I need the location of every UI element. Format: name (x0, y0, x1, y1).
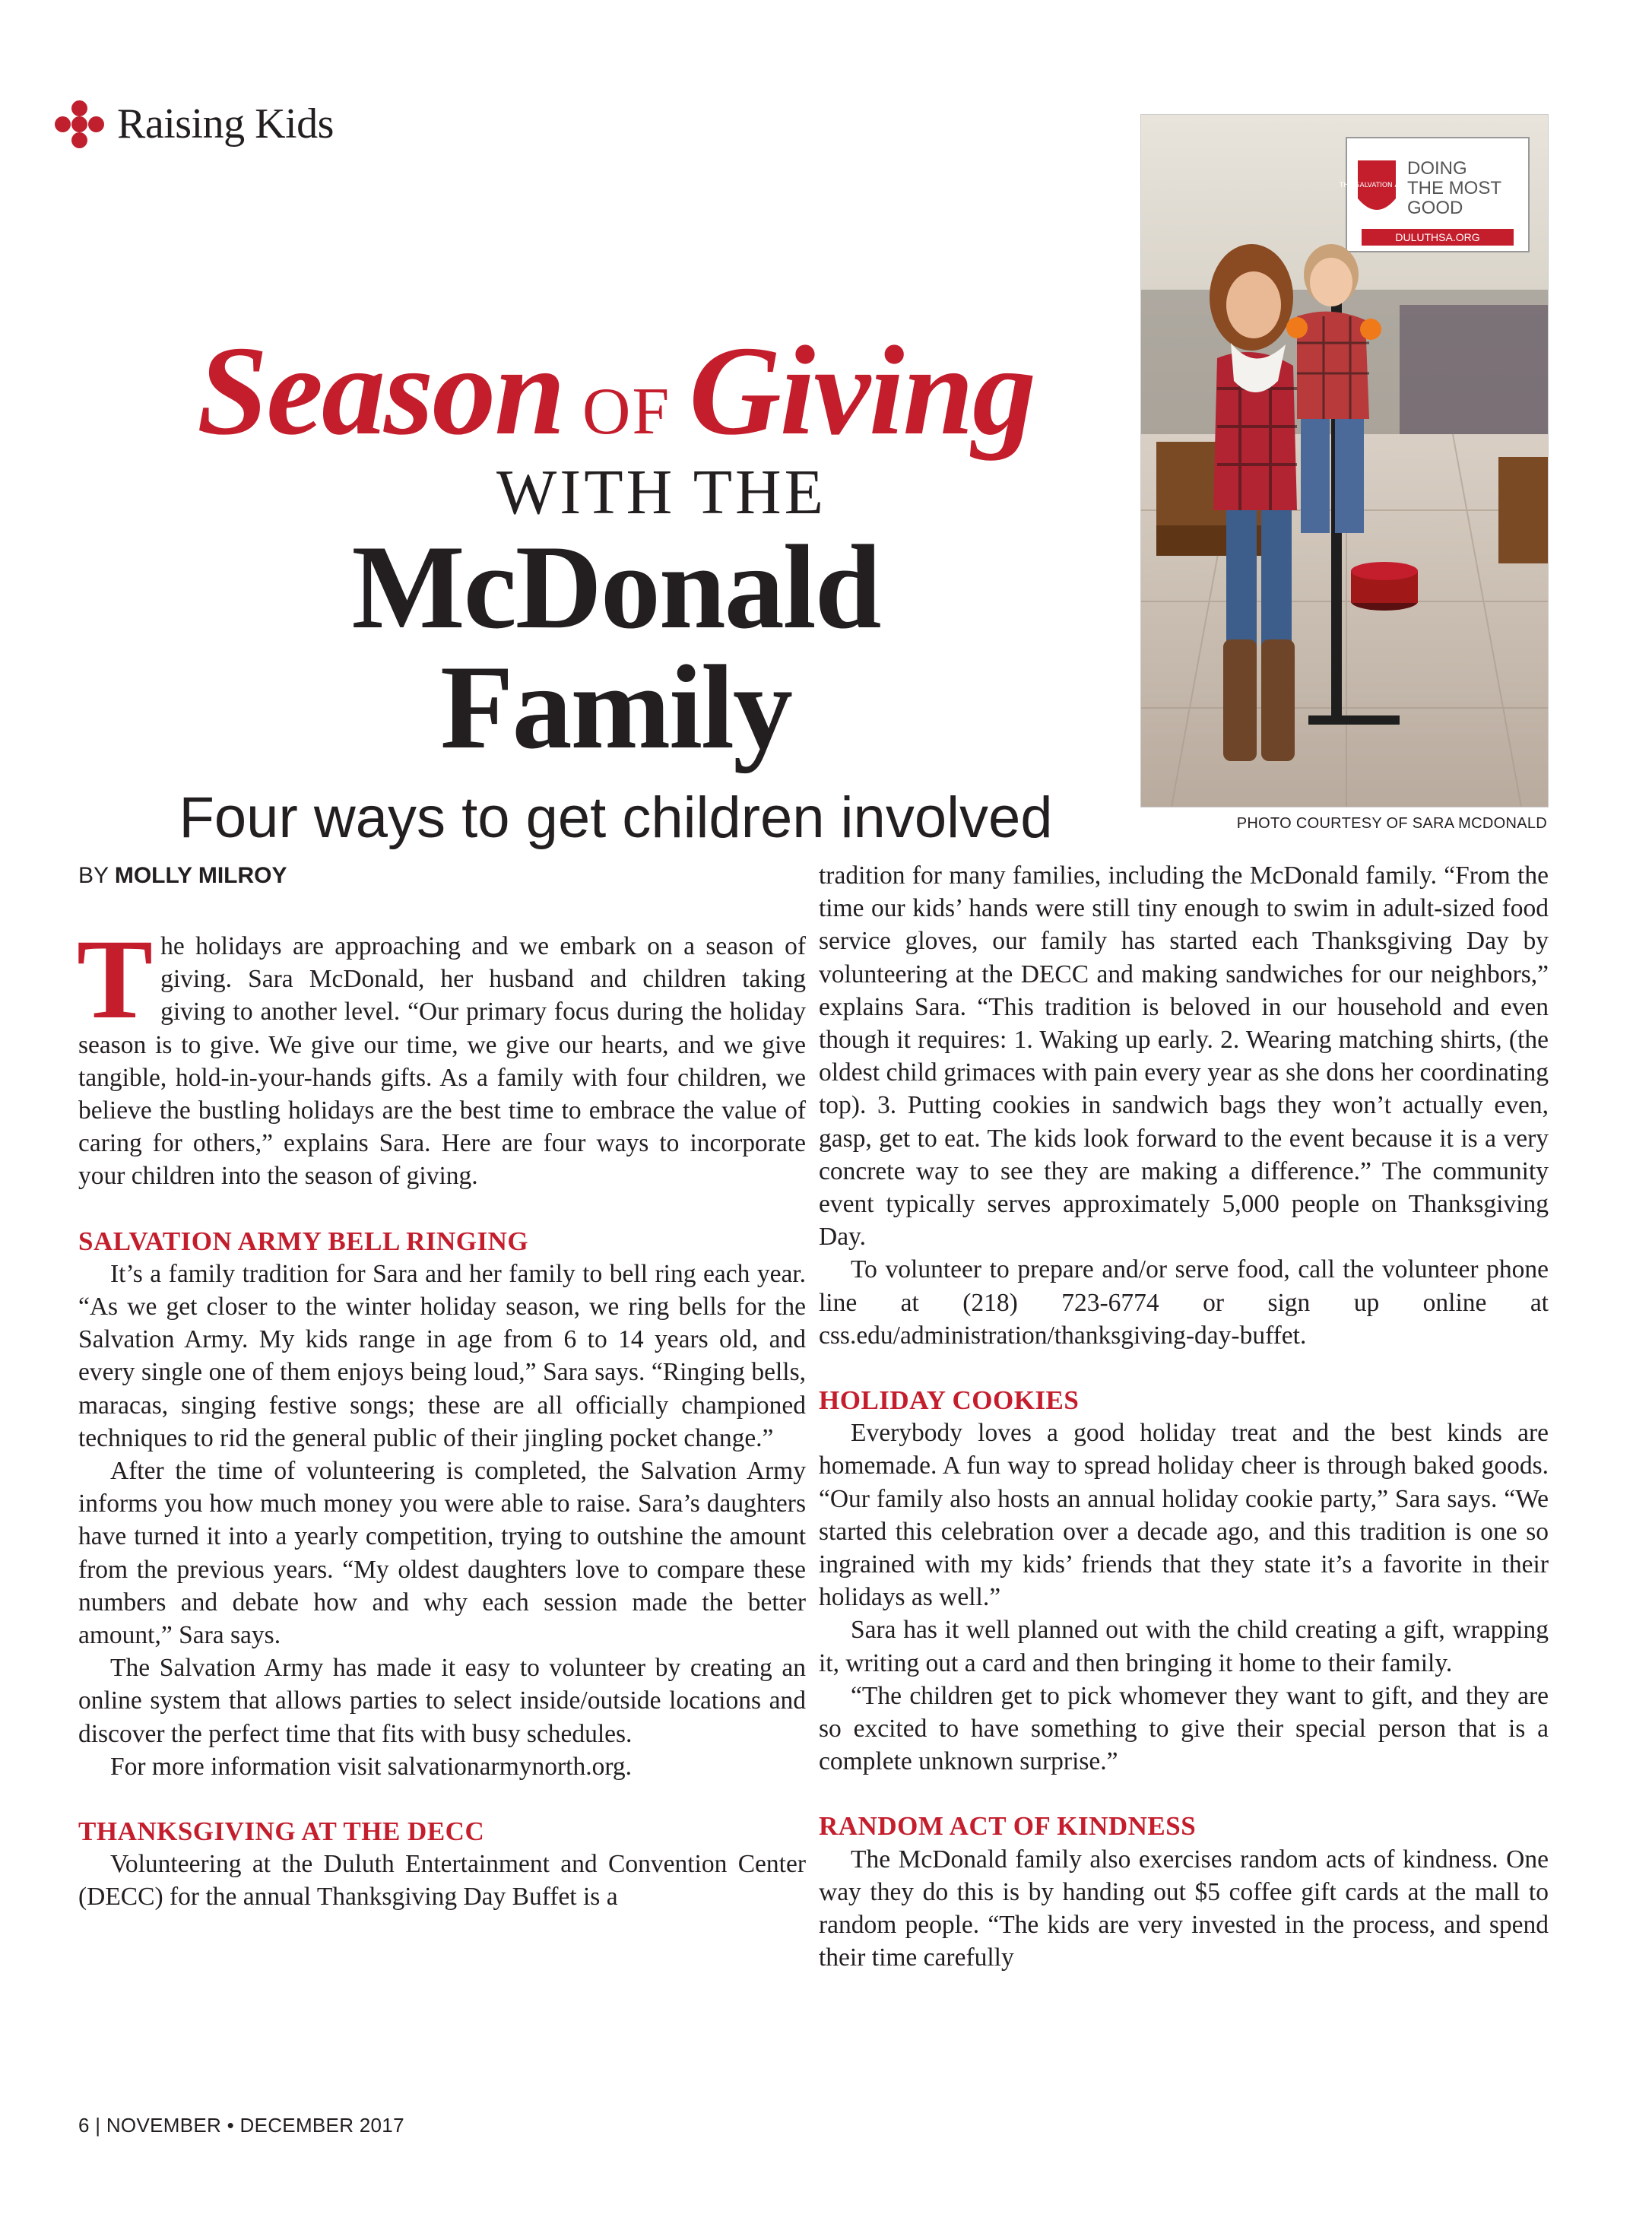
byline (78, 859, 806, 892)
cookies-paragraph-1: Everybody loves a good holiday treat and the best kinds are homemade. A fun way to spread holiday cheer is through baked goods. “Our family also hosts an annual holiday cookie party,” Sara says. “We started this celebration over a decade ago, and this tradition is one so ingrained with my kids’ friends that they state it’s a favorite in their holidays as well.” (819, 1419, 1549, 1612)
article-subtitle: Four ways to get children involved (179, 785, 1053, 850)
bell-paragraph-3: The Salvation Army has made it easy to volunteer by creating an online system that allows parties to select inside/outside locations and discover the perfect time that fits with busy schedules. (78, 1654, 806, 1748)
bell-paragraph-4: For more information visit salvationarmynorth.org. (110, 1752, 633, 1781)
section-label: Raising Kids (117, 100, 334, 148)
cookies-paragraph-3: “The children get to pick whomever they want to gift, and they are so excited to have something to give their special person that is a complete unknown surprise.” (819, 1681, 1549, 1776)
decc-paragraph-1: Volunteering at the Duluth Entertainment and Convention Center (DECC) for the annual Thanksgiving Day Buffet is a (78, 1850, 806, 1912)
title-line-2: WITH THE (496, 457, 826, 528)
heading-random-kindness: RANDOM ACT OF KINDNESS (819, 1811, 1197, 1842)
decc-paragraph-1-continued: tradition for many families, including the McDonald family. “From the time our kids’ hands were still tiny enough to swim in adult-sized food service gloves, our family has started each Thanksgiving Day by volunteering at the DECC and making sandwiches for our neighbors,” explains Sara. “This tradition is beloved in our household and even though it requires: 1. Waking up early. 2. Wearing matching shirts, (the oldest child grimaces with pain every year as she dons her coordinating top). 3. Putting cookies in sandwich bags they won’t actually even, gasp, get to eat. The kids look forward to the event because it is a very concrete way to see they are making a difference.” The community event typically serves approximately 5,000 people on Thanksgiving Day. (819, 861, 1549, 1252)
column-right (819, 859, 1549, 1975)
sign-line-3: GOOD (1407, 198, 1463, 218)
title-line-3: McDonald Family (351, 521, 880, 774)
column-left (78, 859, 806, 1914)
byline-author: MOLLY MILROY (114, 863, 287, 888)
article-photo (1140, 114, 1549, 807)
intro-text: he holidays are approaching and we embark on a season of giving. Sara McDonald, her husband and children taking giving to another level. “Our primary focus during the holiday season is to give. We give our time, we give our hearts, and we give tangible, hold-in-your-hands gifts. As a family with four children, we believe the bustling holidays are the best time to embrace the value of caring for others,” explains Sara. Here are four ways to incorporate your children into the season of giving. (78, 932, 806, 1191)
title-word-season: Season (197, 320, 564, 462)
byline-prefix: BY (78, 863, 109, 888)
photo-illustration (1141, 115, 1548, 807)
page-folio: 6 | NOVEMBER • DECEMBER 2017 (78, 2114, 404, 2137)
heading-thanksgiving-decc: THANKSGIVING AT THE DECC (78, 1816, 485, 1847)
title-line-1 (167, 320, 1064, 462)
sign-line-2: THE MOST (1407, 178, 1501, 198)
section-tag (53, 97, 334, 151)
bell-paragraph-1: It’s a family tradition for Sara and her family to bell ring each year. “As we get closer to the winter holiday season, we ring bells for the Salvation Army. My kids range in age from 6 to 14 years old, and every single one of them enjoys being loud,” Sara says. “Ringing bells, maracas, singing festive songs; these are all officially championed techniques to rid the general public of their jingling pocket change.” (78, 1259, 806, 1452)
heading-bell-ringing: SALVATION ARMY BELL RINGING (78, 1226, 529, 1256)
cookies-paragraph-2: Sara has it well planned out with the child creating a gift, wrapping it, writing out a card and then bringing it home to their family. (819, 1616, 1549, 1677)
drop-cap: T (77, 916, 154, 1042)
shield-text: THE SALVATION ARMY (1339, 182, 1415, 189)
bell-paragraph-2: After the time of volunteering is completed, the Salvation Army informs you how much money you were able to raise. Sara’s daughters have turned it into a yearly competition, trying to outshine the amount from the previous years. “My oldest daughters love to compare these numbers and debate how and why each session made the better amount,” Sara says. (78, 1457, 806, 1650)
decc-paragraph-2: To volunteer to prepare and/or serve food, call the volunteer phone line at (218) 723-6774 or sign up online at css.edu/administration/thanksgiving-day-buffet. (819, 1255, 1549, 1350)
sign-line-1: DOING (1407, 158, 1467, 179)
kindness-paragraph-1: The McDonald family also exercises random acts of kindness. One way they do this is by handing out $5 coffee gift cards at the mall to random people. “The kids are very invested in the process, and spend their time carefully (819, 1845, 1549, 1972)
photo-credit: PHOTO COURTESY OF SARA MCDONALD (1236, 815, 1547, 832)
title-word-giving: Giving (689, 320, 1035, 462)
section-dots-icon (53, 97, 106, 151)
sign-url: DULUTHSA.ORG (1395, 231, 1480, 243)
heading-holiday-cookies: HOLIDAY COOKIES (819, 1385, 1080, 1416)
article-title (167, 320, 1064, 850)
title-word-of: OF (582, 375, 671, 449)
intro-paragraph (77, 916, 806, 1193)
